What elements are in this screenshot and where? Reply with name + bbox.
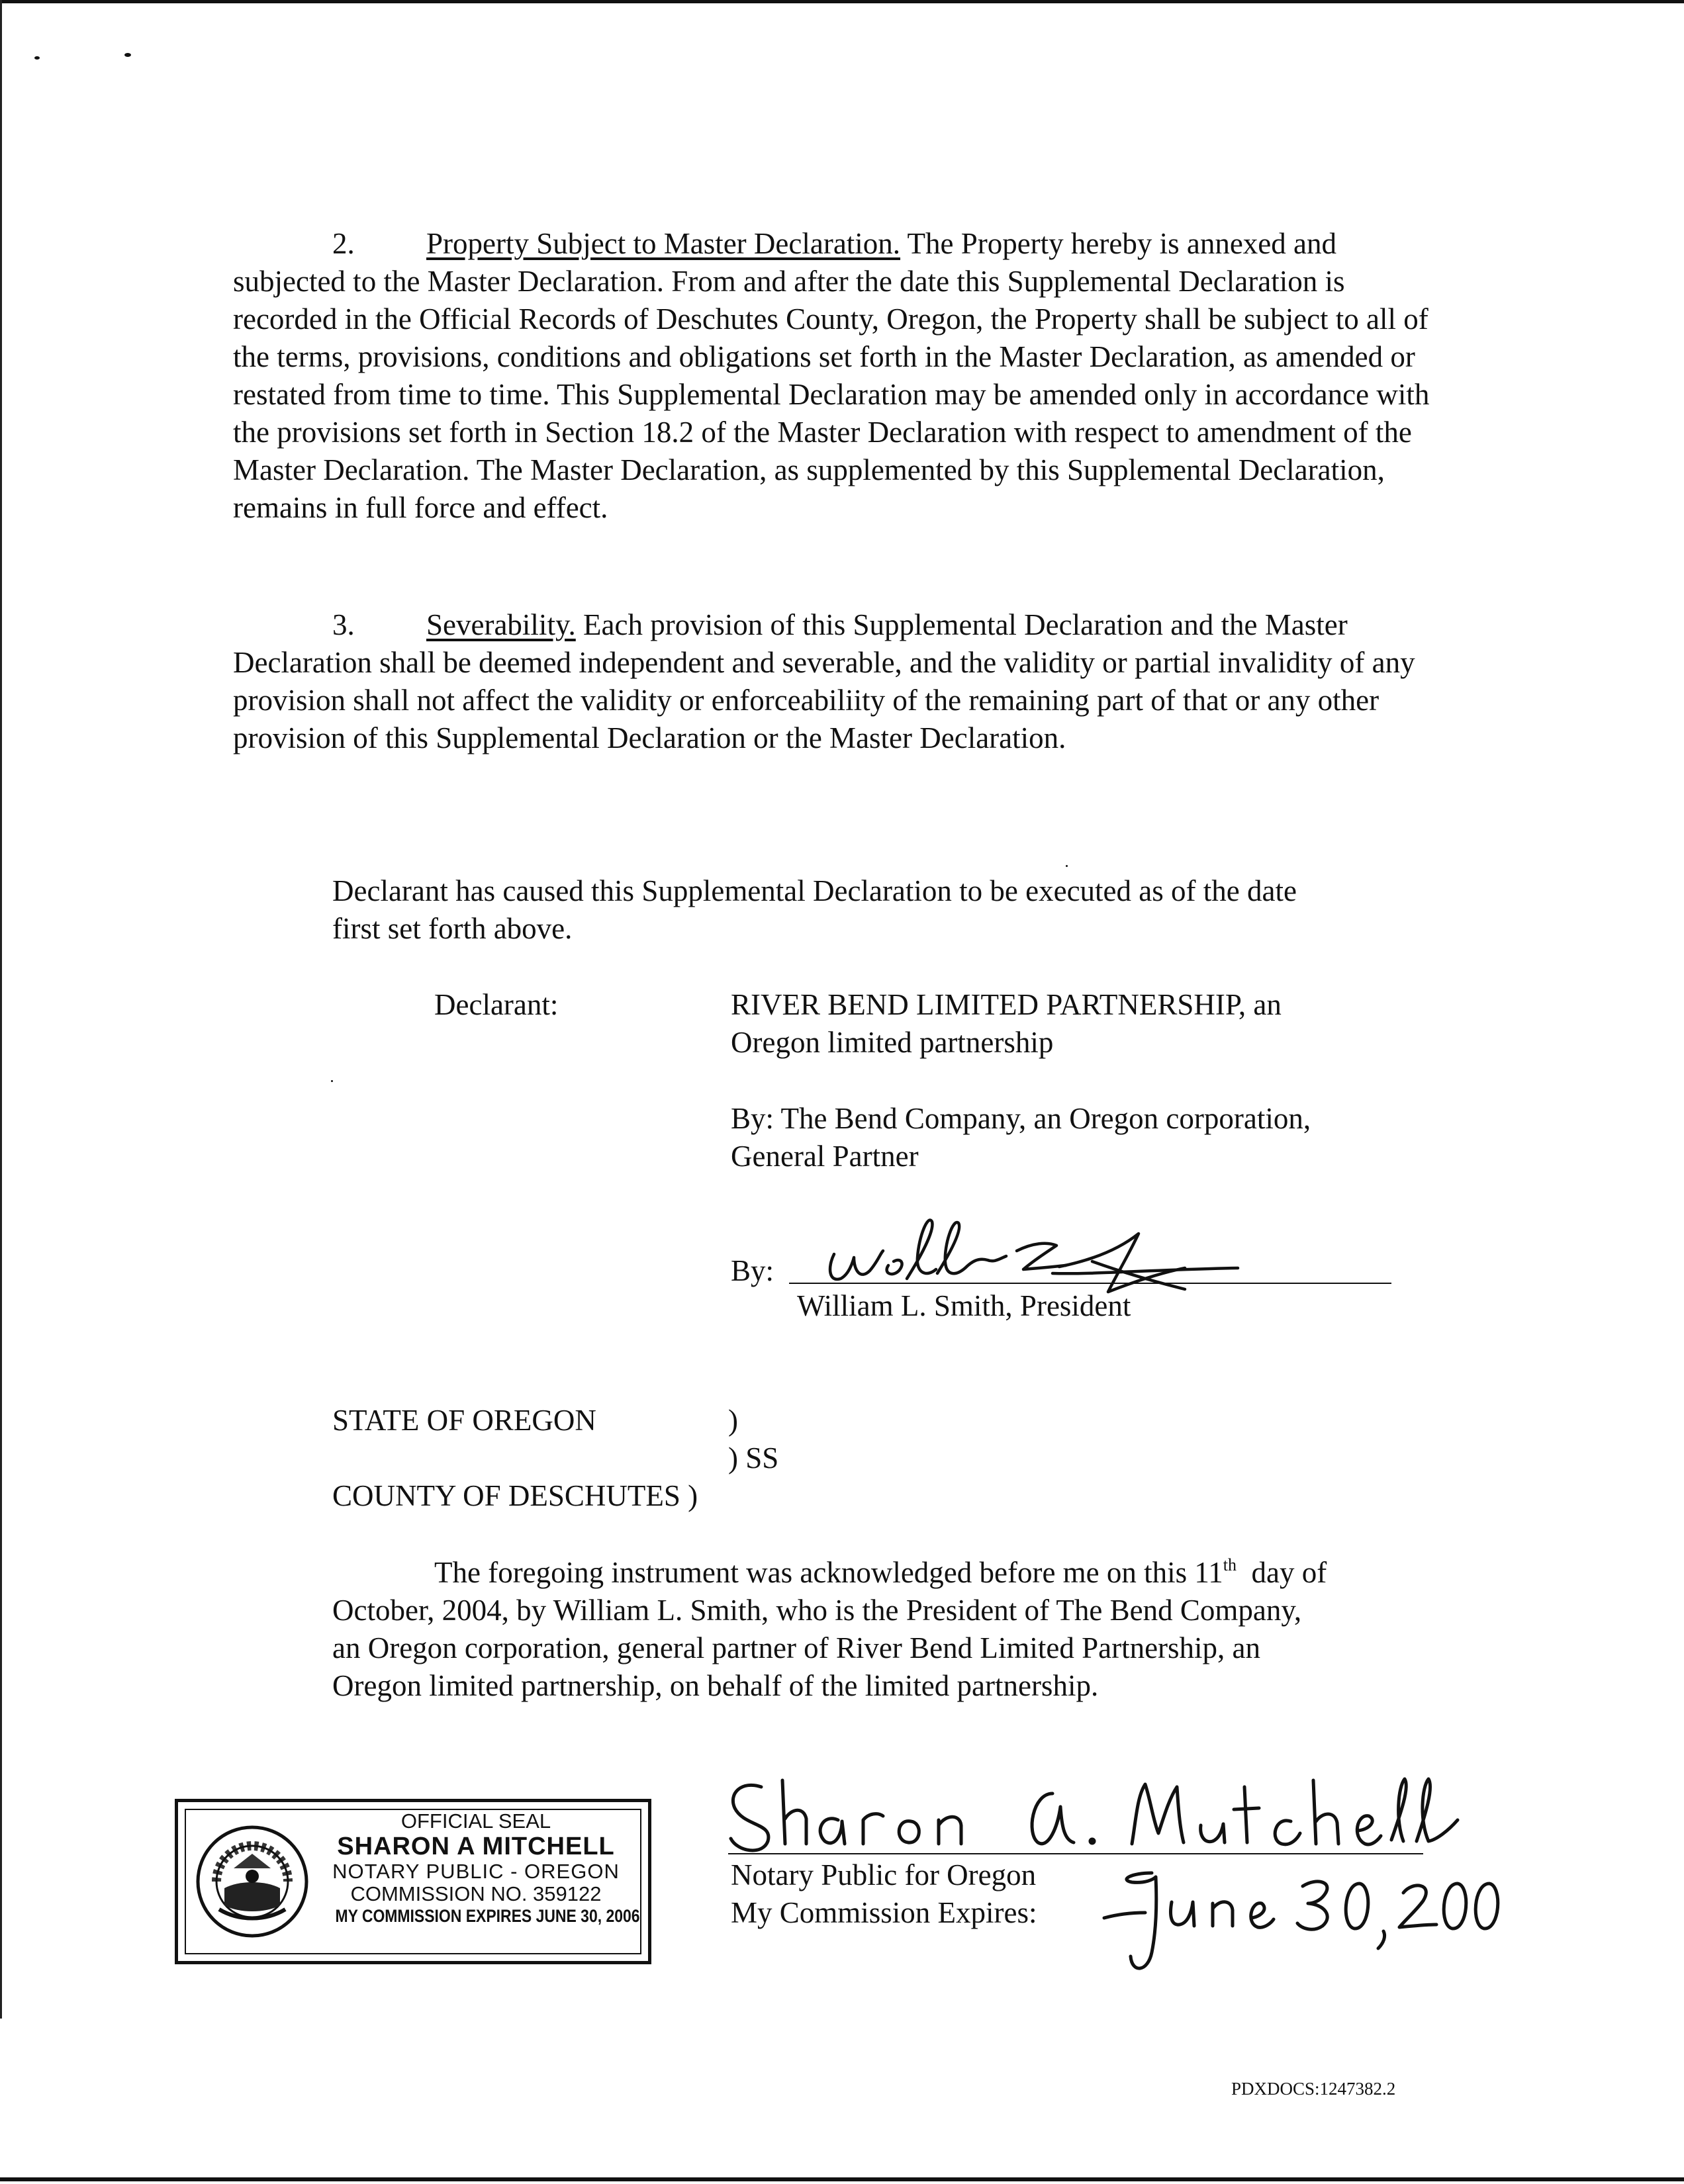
notary-title: Notary Public for Oregon <box>731 1858 1037 1891</box>
declarant-label: Declarant: <box>434 988 559 1021</box>
stamp-text-block <box>310 1810 641 1927</box>
acknowledgment-line-3: an Oregon corporation, general partner of River Bend Limited Partnership, an <box>332 1631 1261 1664</box>
section-3 <box>233 606 1444 757</box>
venue-paren: ) <box>728 1404 738 1437</box>
section-2-heading: Property Subject to Master Declaration. <box>426 227 901 260</box>
venue-county: COUNTY OF DESCHUTES ) <box>332 1479 698 1512</box>
seal-line-commission: COMMISSION NO. 359122 <box>350 1882 602 1905</box>
execution-line-1: Declarant has caused this Supplemental Declaration to be executed as of the date <box>332 874 1297 907</box>
acknowledgment-line-1-text: The foregoing instrument was acknowledged before me on this 11 <box>434 1556 1223 1589</box>
notary-seal-stamp <box>175 1799 651 1964</box>
seal-line-expires: MY COMMISSION EXPIRES JUNE 30, 2006 <box>335 1906 640 1926</box>
acknowledgment-line-1 <box>434 1554 1327 1592</box>
scan-speck <box>331 1080 333 1082</box>
execution-line-2: first set forth above. <box>332 912 573 945</box>
general-partner-line-2: General Partner <box>731 1140 919 1173</box>
scan-edge-bottom <box>0 2177 1684 2181</box>
signer-name: William L. Smith, President <box>797 1289 1131 1322</box>
acknowledgment-line-1-end: day of <box>1237 1556 1327 1589</box>
ordinal-suffix: th <box>1223 1555 1237 1574</box>
notary-signature <box>722 1767 1463 1860</box>
venue-ss: ) SS <box>728 1441 779 1475</box>
section-2-number: 2. <box>332 227 355 260</box>
notary-signature-line <box>728 1853 1423 1854</box>
signature-by-label: By: <box>731 1254 774 1287</box>
section-3-heading: Severability. <box>426 608 576 641</box>
section-2-body: The Property hereby is annexed and subjected to the Master Declaration. From and after the date this Supplemental Declaration is recorded in the Official Records of Deschutes County, Oregon, the Property shall be subject to all of the terms, provisions, conditions and obligations set forth in the Master Declaration, as amended or restated from time to time. This Supplemental Declaration may be amended only in accordance with the provisions set forth in Section 18.2 of the Master Declaration with respect to amendment of the Master Declaration. The Master Declaration, as supplemented by this Supplemental Declaration, remains in full force and effect. <box>233 227 1430 524</box>
commission-expires-label: My Commission Expires: <box>731 1896 1037 1929</box>
acknowledgment-line-4: Oregon limited partnership, on behalf of the limited partnership. <box>332 1669 1099 1702</box>
seal-line-official: OFFICIAL SEAL <box>400 1809 551 1833</box>
scan-speck <box>34 56 40 60</box>
scan-speck <box>124 53 131 57</box>
scan-edge-top <box>0 0 1684 3</box>
seal-line-notary: NOTARY PUBLIC - OREGON <box>332 1860 620 1883</box>
declarant-name-line-2: Oregon limited partnership <box>731 1026 1054 1059</box>
venue-state: STATE OF OREGON <box>332 1404 596 1437</box>
commission-expiry-handwritten <box>1092 1860 1503 1979</box>
section-3-number: 3. <box>332 608 355 641</box>
general-partner-line-1: By: The Bend Company, an Oregon corporation, <box>731 1102 1311 1135</box>
state-seal-emblem <box>193 1822 312 1941</box>
section-3-body: Each provision of this Supplemental Declaration and the Master Declaration shall be deemed independent and severable, and the validity or partial invalidity of any provision shall not affect the validity or enforceabiliity of the remaining part of that or any other provision of this Supplemental Declaration or the Master Declaration. <box>233 608 1415 754</box>
declarant-signature <box>814 1205 1291 1310</box>
seal-line-name: SHARON A MITCHELL <box>337 1833 615 1860</box>
section-2 <box>233 225 1444 527</box>
document-code: PDXDOCS:1247382.2 <box>1231 2079 1396 2099</box>
declarant-name-line-1: RIVER BEND LIMITED PARTNERSHIP, an <box>731 988 1282 1021</box>
acknowledgment-line-2: October, 2004, by William L. Smith, who is the President of The Bend Company, <box>332 1594 1302 1627</box>
scan-speck <box>1066 865 1068 867</box>
scan-edge-left <box>0 0 2 2019</box>
